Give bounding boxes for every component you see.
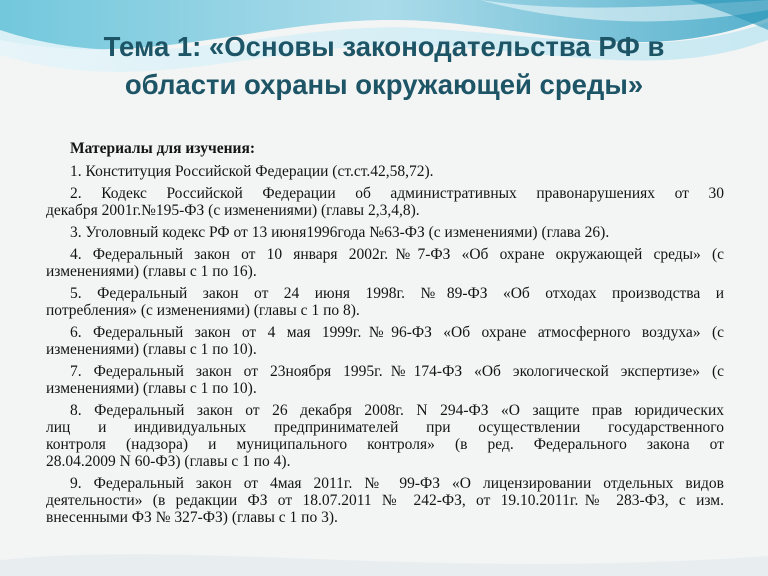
item-5-line-2: потребления» (с изменениями) (главы с 1 по 8). — [46, 302, 360, 319]
item-4-line-1: 4. Федеральный закон от 10 января 2002г.№7-ФЗ «Об охране окружающей среды» (с — [70, 246, 724, 263]
materials-list — [46, 140, 724, 531]
item-2-line-2: декабря 2001г.№195-ФЗ (с изменениями) (главы 2,3,4,8). — [46, 202, 420, 219]
item-9-line-3: внесенными ФЗ № 327-ФЗ) (главы с 1 по 3). — [46, 509, 338, 526]
list-item — [46, 363, 724, 397]
item-8-line-4: 28.04.2009 N 60-ФЗ) (главы с 1 по 4). — [46, 453, 291, 470]
item-7-line-1: 7. Федеральный закон от 23ноября 1995г.№174-ФЗ «Об экологической экспертизе» (с — [70, 363, 724, 380]
item-2-line-1: 2. Кодекс Российской Федерации об административных правонарушениях от 30 — [70, 185, 724, 202]
item-8-line-1: 8. Федеральный закон от 26 декабря 2008г. N 294-ФЗ «О защите прав юридических — [70, 402, 724, 419]
list-item — [46, 402, 724, 470]
item-3-line-1: 3. Уголовный кодекс РФ от 13 июня1996года №63-ФЗ (с изменениями) (глава 26). — [70, 224, 610, 241]
item-8-line-2: лиц и индивидуальных предпринимателей при осуществлении государственного — [46, 419, 724, 436]
item-4-line-2: изменениями) (главы с 1 по 16). — [46, 263, 257, 280]
list-item — [46, 475, 724, 526]
list-item — [46, 163, 724, 180]
item-9-line-1: 9. Федеральный закон от 4мая 2011г. № 99-ФЗ «О лицензировании отдельных видов — [70, 475, 724, 492]
materials-heading: Материалы для изучения: — [70, 140, 255, 157]
item-9-line-2: деятельности» (в редакции ФЗ от 18.07.2011 № 242-ФЗ, от 19.10.2011г.№ 283-ФЗ, с изм. — [46, 492, 724, 509]
item-1-line-1: 1. Конституция Российской Федерации (ст.ст.42,58,72). — [70, 163, 434, 180]
item-5-line-1: 5. Федеральный закон от 24 июня 1998г. №89-ФЗ «Об отходах производства и — [70, 285, 724, 302]
item-6-line-2: изменениями) (главы с 1 по 10). — [46, 341, 257, 358]
list-item — [46, 285, 724, 319]
title-line-2: области охраны окружающей среды» — [124, 69, 644, 100]
list-item — [46, 224, 724, 241]
item-8-line-3: контроля (надзора) и муниципального контроля» (в ред. Федерального закона от — [46, 436, 724, 453]
list-item — [46, 185, 724, 219]
title-line-1: Тема 1: «Основы законодательства РФ в — [103, 31, 665, 62]
list-item — [46, 246, 724, 280]
item-6-line-1: 6. Федеральный закон от 4 мая 1999г.№96-ФЗ «Об охране атмосферного воздуха» (с — [70, 324, 724, 341]
slide-title — [40, 28, 728, 104]
item-7-line-2: изменениями) (главы с 1 по 10). — [46, 380, 257, 397]
list-item — [46, 324, 724, 358]
